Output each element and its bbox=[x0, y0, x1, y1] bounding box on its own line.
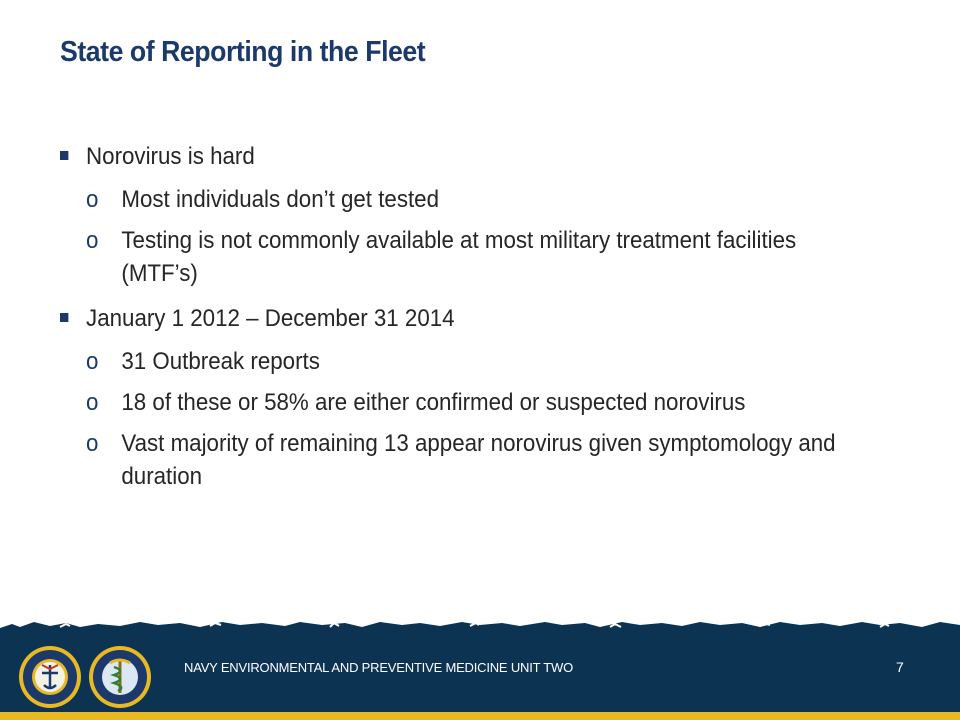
circle-bullet-icon: o bbox=[86, 186, 99, 213]
sub-bullet-confirmed bbox=[60, 386, 841, 419]
slide-content bbox=[60, 140, 900, 501]
bullet-text: Norovirus is hard bbox=[86, 143, 255, 170]
footer-organization: NAVY ENVIRONMENTAL AND PREVENTIVE MEDICINE UNIT TWO bbox=[184, 660, 574, 675]
circle-bullet-icon: o bbox=[86, 389, 99, 416]
navy-marine-corps-seal-icon bbox=[18, 645, 82, 709]
sub-bullet-text: Testing is not commonly available at most military treatment facilities (MTF’s) bbox=[121, 227, 797, 287]
sub-bullet-text: Vast majority of remaining 13 appear norovirus given symptomology and duration bbox=[121, 430, 836, 490]
circle-bullet-icon: o bbox=[86, 348, 99, 375]
circle-bullet-icon: o bbox=[86, 430, 99, 457]
bullet-date-range bbox=[60, 302, 841, 335]
circle-bullet-icon: o bbox=[86, 227, 99, 254]
sub-bullet-text: Most individuals don’t get tested bbox=[121, 186, 440, 213]
square-bullet-icon bbox=[60, 151, 68, 160]
preventive-medicine-seal-icon bbox=[88, 645, 152, 709]
sub-bullet-remaining bbox=[60, 427, 841, 493]
slide-title: State of Reporting in the Fleet bbox=[60, 36, 426, 68]
sub-bullet-testing bbox=[60, 183, 841, 216]
sub-bullet-availability bbox=[60, 224, 841, 290]
page-number: 7 bbox=[896, 659, 904, 675]
sub-bullet-text: 31 Outbreak reports bbox=[121, 348, 320, 375]
sub-bullet-text: 18 of these or 58% are either confirmed or suspected norovirus bbox=[121, 389, 746, 416]
square-bullet-icon bbox=[60, 313, 68, 322]
sub-bullet-outbreaks bbox=[60, 345, 841, 378]
bullet-text: January 1 2012 – December 31 2014 bbox=[86, 305, 455, 332]
bullet-norovirus bbox=[60, 140, 841, 173]
